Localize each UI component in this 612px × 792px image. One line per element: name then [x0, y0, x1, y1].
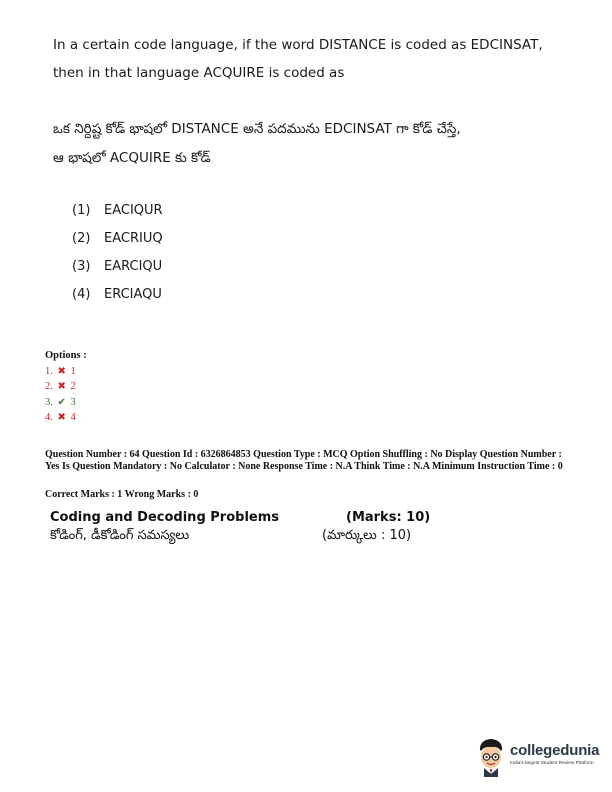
option-value: 3 — [70, 396, 76, 408]
cross-icon: ✖ — [57, 365, 66, 377]
option-value: 2 — [70, 381, 76, 392]
question-english-line-1: In a certain code language, if the word DISTANCE is coded as EDCINSAT, — [53, 37, 543, 53]
cross-icon: ✖ — [57, 412, 66, 423]
choice-number: (3) — [72, 259, 91, 274]
choice-text: ERCIAQU — [104, 287, 162, 302]
question-meta: Question Number : 64 Question Id : 6326864853 Question Type : MCQ Option Shuffling : No Display Question Number : Yes Is Question Mandatory : No Calculator : None Response Time : N.A Think Time : N.A Minimum Instruction Time : 0 — [45, 449, 563, 472]
option-label: 2. — [45, 381, 53, 392]
question-telugu-line-1: ఒక నిర్దిష్ట కోడ్ భాషలో DISTANCE అనే పదమును EDCINSAT గా కోడ్ చేస్తే, — [53, 121, 461, 137]
section-marks-telugu: (మార్కులు : 10) — [322, 528, 412, 543]
choice-number: (1) — [72, 203, 91, 218]
choice-1 — [72, 203, 163, 218]
question-english-line-2: then in that language ACQUIRE is coded as — [53, 65, 345, 81]
options-header: Options : — [45, 350, 87, 361]
cross-icon: ✖ — [57, 381, 66, 392]
choice-text: EACIQUR — [104, 203, 163, 218]
option-row-1 — [45, 364, 87, 380]
mascot-icon — [476, 737, 506, 777]
choice-text: EACRIUQ — [104, 231, 163, 246]
choice-number: (2) — [72, 231, 91, 246]
choice-3 — [72, 259, 162, 274]
options-panel — [45, 348, 87, 426]
option-label: 1. — [45, 365, 53, 377]
choice-4 — [72, 287, 162, 302]
section-title: Coding and Decoding Problems — [50, 510, 280, 525]
option-row-2 — [45, 379, 87, 395]
choice-text: EARCIQU — [104, 259, 163, 274]
question-telugu-line-2: ఆ భాషలో ACQUIRE కు కోడ్ — [53, 150, 211, 166]
collegedunia-logo — [476, 734, 611, 784]
option-row-3 — [45, 395, 87, 411]
option-label: 3. — [45, 396, 53, 408]
option-label: 4. — [45, 412, 53, 423]
option-value: 1 — [70, 365, 76, 377]
choice-2 — [72, 231, 163, 246]
section-title-telugu: కోడింగ్, డీకోడింగ్ సమస్యలు — [50, 528, 190, 543]
marks-info: Correct Marks : 1 Wrong Marks : 0 — [45, 489, 199, 500]
logo-name: collegedunia — [510, 742, 600, 759]
option-row-4 — [45, 410, 87, 426]
choice-number: (4) — [72, 287, 91, 302]
logo-tagline: India's largest Student Review Platform — [510, 761, 594, 766]
option-value: 4 — [70, 412, 76, 423]
section-marks: (Marks: 10) — [346, 510, 431, 525]
check-icon: ✔ — [57, 396, 66, 408]
